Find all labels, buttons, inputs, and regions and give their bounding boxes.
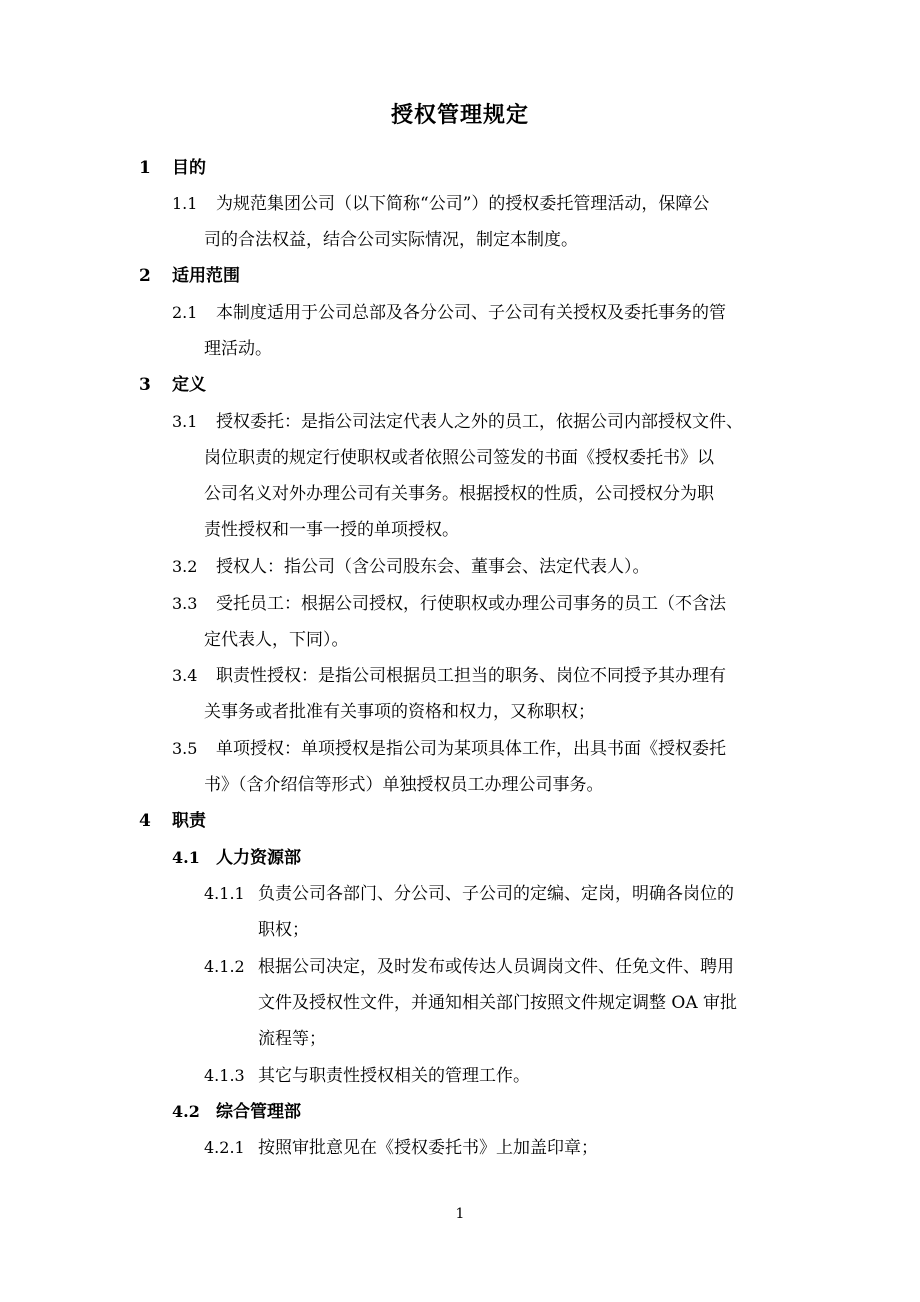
item-4-1-1-line-2: 职权； <box>258 920 309 940</box>
item-4-1-2-number: 4.1.2 <box>204 957 245 976</box>
clause-3-4-line-1: 职责性授权：是指公司根据员工担当的职务、岗位不同授予其办理有 <box>216 666 726 686</box>
item-4-1-2-line-2: 文件及授权性文件，并通知相关部门按照文件规定调整 OA 审批 <box>258 993 738 1013</box>
clause-2-1-line-1: 本制度适用于公司总部及各分公司、子公司有关授权及委托事务的管 <box>216 303 726 323</box>
clause-3-1-line-2: 岗位职责的规定行使职权或者依照公司签发的书面《授权委托书》以 <box>204 448 714 468</box>
section-3-title: 定义 <box>172 375 206 395</box>
subsection-4-1-title: 人力资源部 <box>216 848 301 868</box>
section-1-title: 目的 <box>172 158 206 178</box>
section-3-number: 3 <box>139 375 151 395</box>
clause-3-3-line-1: 受托员工：根据公司授权，行使职权或办理公司事务的员工（不含法 <box>216 594 726 614</box>
item-4-1-3-number: 4.1.3 <box>204 1066 245 1085</box>
clause-3-1-line-4: 责性授权和一事一授的单项授权。 <box>204 520 459 540</box>
subsection-4-2-title: 综合管理部 <box>216 1102 301 1122</box>
page-number: 1 <box>455 1206 465 1222</box>
section-2-title: 适用范围 <box>172 266 240 286</box>
clause-1-1-line-1: 为规范集团公司（以下简称“公司”）的授权委托管理活动，保障公 <box>216 194 710 214</box>
clause-3-3-number: 3.3 <box>172 594 198 613</box>
section-4-title: 职责 <box>172 811 206 831</box>
item-4-1-1-number: 4.1.1 <box>204 884 245 903</box>
item-4-2-1-line-1: 按照审批意见在《授权委托书》上加盖印章； <box>258 1138 598 1158</box>
section-4-number: 4 <box>139 811 151 831</box>
clause-3-2-number: 3.2 <box>172 557 198 576</box>
clause-1-1-number: 1.1 <box>172 194 198 213</box>
clause-3-4-number: 3.4 <box>172 666 198 685</box>
clause-2-1-line-2: 理活动。 <box>204 339 272 359</box>
clause-3-1-number: 3.1 <box>172 412 198 431</box>
clause-1-1-line-2: 司的合法权益，结合公司实际情况，制定本制度。 <box>204 230 578 250</box>
clause-3-1-line-3: 公司名义对外办理公司有关事务。根据授权的性质，公司授权分为职 <box>204 484 714 504</box>
item-4-1-1-line-1: 负责公司各部门、分公司、子公司的定编、定岗，明确各岗位的 <box>258 884 734 904</box>
item-4-2-1-number: 4.2.1 <box>204 1138 245 1157</box>
section-1-number: 1 <box>139 158 151 178</box>
document-title: 授权管理规定 <box>390 103 529 128</box>
clause-2-1-number: 2.1 <box>172 303 198 322</box>
clause-3-5-line-1: 单项授权：单项授权是指公司为某项具体工作，出具书面《授权委托 <box>216 739 726 759</box>
subsection-4-1-number: 4.1 <box>172 848 200 867</box>
section-2-number: 2 <box>139 266 151 286</box>
clause-3-5-line-2: 书》（含介绍信等形式）单独授权员工办理公司事务。 <box>204 775 604 795</box>
item-4-1-3-line-1: 其它与职责性授权相关的管理工作。 <box>258 1066 530 1086</box>
clause-3-3-line-2: 定代表人，下同）。 <box>204 630 349 650</box>
clause-3-1-line-1: 授权委托：是指公司法定代表人之外的员工，依据公司内部授权文件、 <box>216 412 743 432</box>
clause-3-5-number: 3.5 <box>172 739 198 758</box>
item-4-1-2-line-1: 根据公司决定，及时发布或传达人员调岗文件、任免文件、聘用 <box>258 957 734 977</box>
clause-3-4-line-2: 关事务或者批准有关事项的资格和权力，又称职权； <box>204 702 595 722</box>
clause-3-2-line-1: 授权人：指公司（含公司股东会、董事会、法定代表人）。 <box>216 557 650 577</box>
subsection-4-2-number: 4.2 <box>172 1102 200 1121</box>
item-4-1-2-line-3: 流程等； <box>258 1029 326 1049</box>
